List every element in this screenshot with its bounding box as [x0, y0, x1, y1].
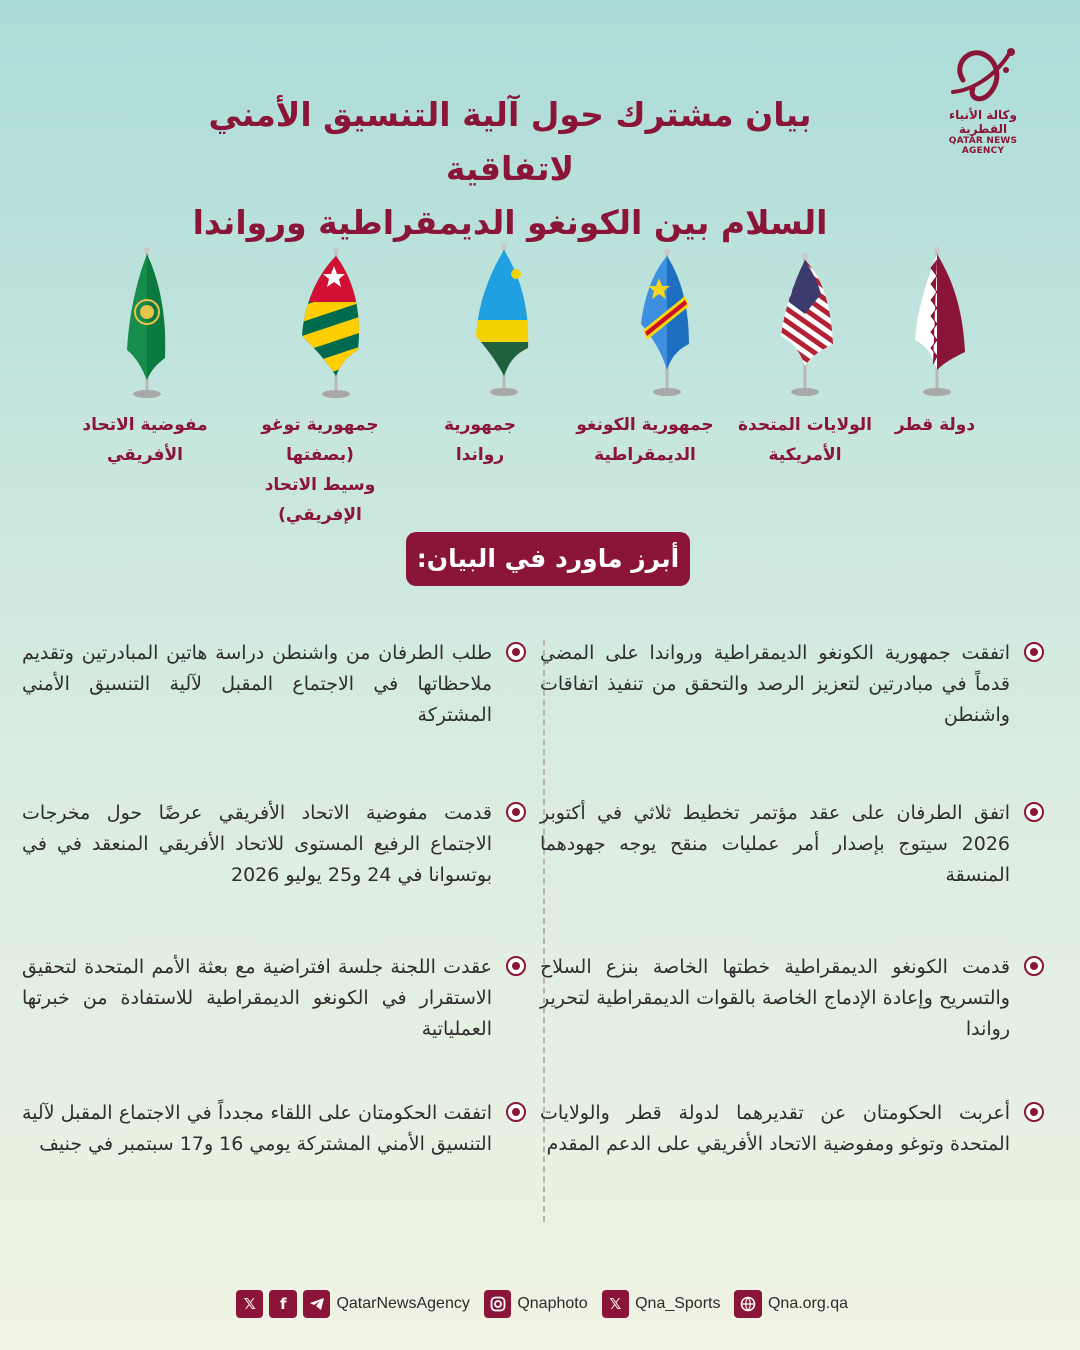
point-item: طلب الطرفان من واشنطن دراسة هاتين المبادرتين وتقديم ملاحظاتها في الاجتماع المقبل لآلية التنسيق الأمني المشتركة — [22, 638, 492, 731]
page-title — [140, 88, 880, 250]
section-heading: أبرز ماورد في البيان: — [406, 532, 690, 586]
flags-row — [60, 240, 1020, 525]
x-sports-icon[interactable]: 𝕏 — [602, 1290, 629, 1318]
logo-arabic-text: وكالة الأنباء القطرية — [949, 108, 1017, 136]
social-footer — [236, 1288, 856, 1320]
telegram-icon[interactable] — [303, 1290, 330, 1318]
bullet-icon — [1024, 642, 1044, 662]
flag-dr-congo — [560, 240, 730, 470]
rwanda-flag-icon — [420, 240, 540, 400]
website-link[interactable]: Qna.org.qa — [767, 1295, 849, 1312]
logo-english-text: QATAR NEWS AGENCY — [948, 136, 1018, 156]
flag-label-qatar: دولة قطر — [894, 415, 976, 435]
bullet-icon — [1024, 956, 1044, 976]
bullet-icon — [506, 802, 526, 822]
drc-flag-icon — [585, 240, 705, 400]
point-item: أعربت الحكومتان عن تقديرهما لدولة قطر والولايات المتحدة وتوغو ومفوضية الاتحاد الأفريقي على الدعم المقدم — [540, 1098, 1010, 1160]
point-item: قدمت الكونغو الديمقراطية خطتها الخاصة بنزع السلاح والتسريح وإعادة الإدماج الخاصة بالقوات الديمقراطية لتحرير رواندا — [540, 952, 1010, 1045]
point-item: اتفق الطرفان على عقد مؤتمر تخطيط ثلاثي في أكتوبر 2026 سيتوج بإصدار أمر عمليات منقح يوجه جهودهما المنسقة — [540, 798, 1010, 891]
flag-label-togo: جمهورية توغو (بصفتها وسيط الاتحاد الإفريقي) — [261, 415, 379, 525]
usa-flag-icon — [745, 240, 865, 400]
bullet-icon — [1024, 802, 1044, 822]
flag-label-african-union: مفوضية الاتحاد الأفريقي — [82, 415, 208, 465]
flag-usa — [720, 240, 890, 470]
social-handle-photo[interactable]: Qnaphoto — [517, 1295, 588, 1312]
qna-logo — [928, 40, 1038, 156]
african-union-flag-icon — [75, 240, 215, 400]
title-line-1: بيان مشترك حول آلية التنسيق الأمني لاتفاقية — [208, 95, 812, 188]
title-line-2: السلام بين الكونغو الديمقراطية ورواندا — [192, 203, 828, 242]
x-icon[interactable]: 𝕏 — [236, 1290, 263, 1318]
qatar-flag-icon — [875, 240, 995, 400]
bullet-icon — [1024, 1102, 1044, 1122]
flag-rwanda — [395, 240, 565, 470]
qna-emblem-icon — [943, 40, 1023, 106]
bullet-icon — [506, 642, 526, 662]
social-handle-sports[interactable]: Qna_Sports — [635, 1295, 721, 1312]
social-handle-main[interactable]: QatarNewsAgency — [336, 1295, 470, 1312]
bullet-icon — [506, 956, 526, 976]
point-item: اتفقت الحكومتان على اللقاء مجدداً في الاجتماع المقبل لآلية التنسيق الأمني المشتركة يومي 16 و17 سبتمبر في جنيف — [22, 1098, 492, 1160]
globe-icon[interactable] — [734, 1290, 761, 1318]
flag-togo — [235, 240, 405, 530]
bullet-icon — [506, 1102, 526, 1122]
flag-label-usa: الولايات المتحدة الأمريكية — [738, 415, 872, 465]
flag-label-rwanda: جمهورية رواندا — [443, 415, 516, 465]
flag-label-dr-congo: جمهورية الكونغو الديمقراطية — [576, 415, 714, 465]
flag-african-union — [60, 240, 230, 470]
point-item: اتفقت جمهورية الكونغو الديمقراطية ورواندا على المضي قدماً في مبادرتين لتعزيز الرصد والتحقق من تنفيذ اتفاقات واشنطن — [540, 638, 1010, 731]
facebook-icon[interactable]: f — [269, 1290, 296, 1318]
point-item: قدمت مفوضية الاتحاد الأفريقي عرضًا حول مخرجات الاجتماع الرفيع المستوى للاتحاد الأفريقي المنعقد في في بوتسوانا في 24 و25 يوليو 2026 — [22, 798, 492, 891]
togo-flag-icon — [250, 240, 390, 400]
point-item: عقدت اللجنة جلسة افتراضية مع بعثة الأمم المتحدة لتحقيق الاستقرار في الكونغو الديمقراطية للاستفادة من خبرتها العملياتية — [22, 952, 492, 1045]
instagram-icon[interactable] — [484, 1290, 511, 1318]
